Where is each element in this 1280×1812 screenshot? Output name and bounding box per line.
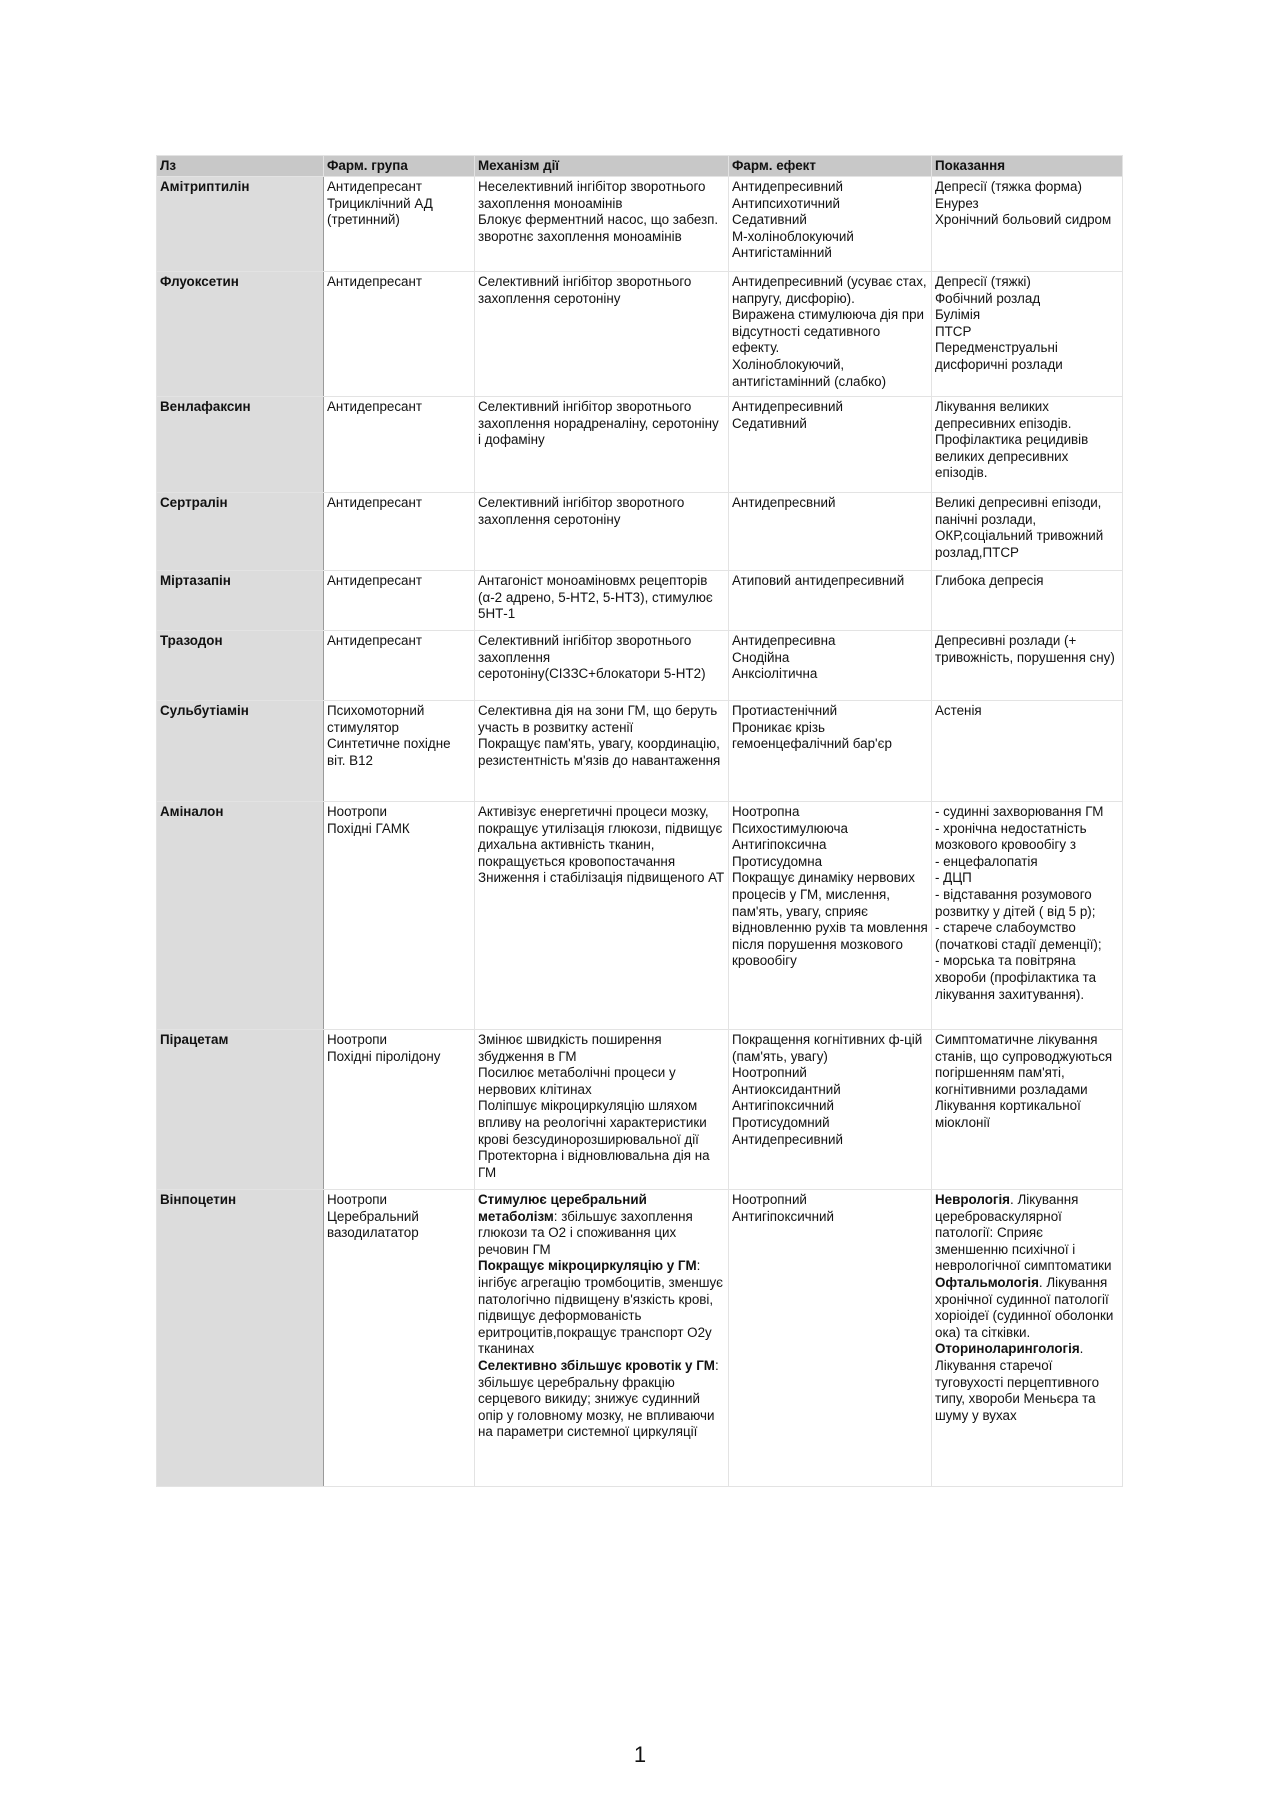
pharm-effect-cell (729, 571, 932, 631)
indication-text: Великі депресивні епізоди, панічні розлади, ОКР,соціальний тривожний розлад,ПТСР (935, 495, 1104, 560)
drug-name: Вінпоцетин (160, 1192, 237, 1207)
pharm-group-line: Синтетичне похідне віт. В12 (327, 736, 451, 768)
pharm-effect-line: Антидепресивний (732, 179, 843, 194)
table-row (157, 397, 1123, 493)
indication-text: Лікування кортикальної міоклонії (935, 1098, 1081, 1130)
indication-line (935, 573, 1119, 590)
indication-line (935, 1192, 1119, 1275)
mechanism-line (478, 179, 725, 212)
indications-cell (932, 1190, 1123, 1487)
header-drug: Лз (157, 156, 324, 177)
table-row (157, 272, 1123, 397)
drug-name: Амітриптилін (160, 179, 250, 194)
indication-line (935, 1098, 1119, 1131)
pharm-group-cell (324, 493, 475, 571)
indication-text: . Лікування хронічної судинної патології хоріоідеї (судинної оболонки ока) та сітківки. (935, 1274, 1114, 1340)
indication-text: - морська та повітряна хвороби (профілактика та лікування захитування). (935, 953, 1097, 1002)
indication-bold-text: Неврологія (935, 1192, 1010, 1207)
indication-text: ПТСР (935, 323, 972, 339)
indication-text: - відставання розумового розвитку у дітей ( від 5 р); (935, 886, 1096, 919)
mechanism-line (478, 212, 725, 245)
mechanism-text: Неселективний інгібітор зворотнього захоплення моноамінів (478, 179, 706, 211)
mechanism-line (478, 1065, 725, 1098)
indication-line (935, 291, 1119, 308)
pharm-effect-cell (729, 631, 932, 701)
pharm-effect-line: Антигіпоксичний (732, 1208, 835, 1224)
mechanism-text: Блокує ферментний насос, що забезп. зворотнє захоплення моноамінів (478, 212, 719, 244)
indication-text: - ДЦП (935, 870, 972, 886)
mechanism-text: : збільшує церебральну фракцію серцевого викиду; знижує судинний опір у головному мозку, не впливаючи на параметри системної циркуляції (478, 1357, 719, 1440)
indication-line (935, 307, 1119, 324)
pharm-effect-line: Психостимулююча (732, 820, 848, 836)
table-row (157, 701, 1123, 802)
pharm-group-cell (324, 272, 475, 397)
indication-line (935, 854, 1119, 871)
indication-line (935, 633, 1119, 666)
mechanism-line (478, 399, 725, 449)
pharm-effect-cell (729, 272, 932, 397)
indication-line (935, 495, 1119, 561)
pharm-group-cell (324, 701, 475, 802)
mechanism-line (478, 1032, 725, 1065)
mechanism-cell (475, 802, 729, 1030)
mechanism-line (478, 703, 725, 736)
mechanism-text: Селективний інгібітор зворотнього захоплення серотоніну (478, 274, 692, 306)
indications-cell (932, 272, 1123, 397)
pharm-group-line: Ноотропи (327, 1032, 388, 1047)
pharm-group-line: Антидепресант (327, 573, 423, 588)
drug-table-container (156, 155, 1122, 1487)
indication-line (935, 821, 1119, 854)
drug-name: Сульбутіамін (160, 703, 249, 718)
pharm-group-cell (324, 802, 475, 1030)
mechanism-cell (475, 493, 729, 571)
indication-line (935, 703, 1119, 720)
drug-name-cell (157, 1030, 324, 1190)
mechanism-text: Активізує енергетичні процеси мозку, покращує утилізація глюкози, підвищує дихальна активність тканин, покращується кровопостачання (478, 804, 723, 869)
pharm-effect-line: Покращує динаміку нервових процесів у ГМ, мислення, пам'ять, увагу, сприяє відновленню рухів та мовлення після порушення мозкового кровообігу (732, 870, 928, 969)
pharm-group-cell (324, 177, 475, 272)
header-mechanism: Механізм дії (475, 156, 729, 177)
drug-name-cell (157, 631, 324, 701)
drug-name-cell (157, 397, 324, 493)
pharm-group-line: Антидепресант (327, 633, 423, 648)
pharm-effect-line: Анксіолітична (732, 666, 818, 682)
pharm-group-cell (324, 1030, 475, 1190)
indication-text: Фобічний розлад (935, 290, 1041, 306)
mechanism-text: Зниження і стабілізація підвищеного АТ (478, 870, 725, 886)
pharm-group-line: Антидепресант (327, 274, 423, 289)
pharm-group-line: Ноотропи (327, 804, 388, 819)
indications-cell (932, 701, 1123, 802)
mechanism-line (478, 633, 725, 683)
indication-bold-text: Оториноларингологія (935, 1341, 1080, 1357)
pharm-group-line: Антидепресант (327, 399, 423, 414)
indication-text: Лікування великих депресивних епізодів. Профілактика рецидивів великих депресивних епізодів. (935, 399, 1089, 481)
indication-line (935, 340, 1119, 373)
drug-name: Венлафаксин (160, 399, 251, 414)
table-row (157, 631, 1123, 701)
mechanism-text: Селективна дія на зони ГМ, що беруть участь в розвитку астенії (478, 703, 718, 735)
mechanism-cell (475, 1030, 729, 1190)
table-row (157, 1030, 1123, 1190)
table-row (157, 571, 1123, 631)
pharm-effect-cell (729, 701, 932, 802)
indication-line (935, 887, 1119, 920)
pharm-effect-line: Антигіпоксична (732, 837, 827, 853)
table-row (157, 802, 1123, 1030)
indication-line (935, 1032, 1119, 1098)
indication-text: . Лікування цереброваскулярної патології: Сприяє зменшенню психічної і неврологічної симптоматики (935, 1192, 1112, 1274)
mechanism-text: Протекторна і відновлювальна дія на ГМ (478, 1148, 710, 1180)
indication-text: Депресії (тяжкі) (935, 274, 1031, 289)
mechanism-bold-text: Покращує мікроциркуляцію у ГМ (478, 1258, 697, 1274)
mechanism-line (478, 736, 725, 769)
pharm-effect-line: Антидепресивний (732, 399, 843, 414)
mechanism-line (478, 495, 725, 528)
pharm-effect-cell (729, 1190, 932, 1487)
pharm-effect-line: Ноотропний (732, 1065, 807, 1081)
pharm-group-line: Психомоторний стимулятор (327, 703, 425, 735)
mechanism-text: : інгібує агрегацію тромбоцитів, зменшує патологічно підвищену в'язкість крові, підвищує деформованість еритроцитів,покращує транспорт О2у тканинах (478, 1258, 723, 1357)
page-number: 1 (633, 1742, 647, 1767)
pharm-effect-line: Ноотропна (732, 804, 800, 819)
pharm-effect-line: Атиповий антидепресивний (732, 573, 905, 588)
indications-cell (932, 493, 1123, 571)
pharm-group-line: Похідні піролідону (327, 1048, 441, 1064)
indication-line (935, 920, 1119, 953)
pharm-effect-line: Протиастенічний (732, 703, 838, 718)
drug-name-cell (157, 177, 324, 272)
mechanism-text: Посилює метаболічні процеси у нервових клітинах (478, 1065, 676, 1097)
drug-name-cell (157, 493, 324, 571)
drug-table (156, 155, 1123, 1487)
drug-name: Пірацетам (160, 1032, 229, 1047)
pharm-effect-line: Антидепресивна (732, 633, 836, 648)
pharm-group-line: Ноотропи (327, 1192, 388, 1207)
pharm-effect-line: Снодійна (732, 649, 790, 665)
mechanism-line (478, 1358, 725, 1441)
table-row (157, 1190, 1123, 1487)
mechanism-cell (475, 1190, 729, 1487)
pharm-effect-line: Проникає крізь гемоенцефалічний бар'єр (732, 719, 892, 752)
pharm-group-cell (324, 571, 475, 631)
pharm-effect-cell (729, 177, 932, 272)
indication-text: Депресії (тяжка форма) (935, 179, 1082, 194)
header-pharm-group: Фарм. група (324, 156, 475, 177)
pharm-effect-line: Седативний (732, 415, 807, 431)
indications-cell (932, 177, 1123, 272)
mechanism-line (478, 870, 725, 887)
header-pharm-effect: Фарм. ефект (729, 156, 932, 177)
drug-name-cell (157, 701, 324, 802)
mechanism-line (478, 573, 725, 623)
pharm-effect-line: Антиоксидантний (732, 1081, 841, 1097)
indication-line (935, 196, 1119, 213)
drug-name-cell (157, 272, 324, 397)
mechanism-cell (475, 571, 729, 631)
drug-name-cell (157, 1190, 324, 1487)
indications-cell (932, 397, 1123, 493)
pharm-effect-line: Антигістамінний (732, 245, 832, 261)
pharm-effect-line: Покращення когнітивних ф-цій (пам'ять, увагу) (732, 1032, 923, 1064)
pharm-group-cell (324, 397, 475, 493)
drug-name: Тразодон (160, 633, 223, 648)
indication-text: Глибока депресія (935, 573, 1044, 588)
mechanism-text: : збільшує захоплення глюкози та О2 і споживання цих речовин ГМ (478, 1208, 693, 1257)
indication-line (935, 399, 1119, 482)
indication-line (935, 274, 1119, 291)
indication-line (935, 953, 1119, 1003)
drug-name-cell (157, 571, 324, 631)
indications-cell (932, 1030, 1123, 1190)
pharm-effect-line: Протисудомна (732, 853, 823, 869)
pharm-group-line: Антидепресант (327, 179, 423, 194)
pharm-group-cell (324, 1190, 475, 1487)
indication-line (935, 1341, 1119, 1424)
pharm-group-line: Трициклічний АД (327, 195, 433, 211)
indication-text: - енцефалопатія (935, 853, 1038, 869)
pharm-effect-cell (729, 397, 932, 493)
mechanism-cell (475, 701, 729, 802)
table-row (157, 177, 1123, 272)
mechanism-text: Селективний інгібітор зворотного захоплення серотоніну (478, 495, 685, 527)
drug-name-cell (157, 802, 324, 1030)
indication-text: Астенія (935, 703, 982, 718)
indication-line (935, 870, 1119, 887)
indication-line (935, 1275, 1119, 1341)
mechanism-cell (475, 397, 729, 493)
pharm-effect-cell (729, 802, 932, 1030)
pharm-group-line: (третинний) (327, 212, 400, 228)
mechanism-text: Поліпшує мікроциркуляцію шляхом впливу на реологічні характеристики крові безсудинорозширювальної дії (478, 1098, 707, 1147)
pharm-group-line: Церебральний вазодилататор (327, 1208, 419, 1241)
mechanism-text: Селективний інгібітор зворотнього захоплення серотоніну(СІЗЗС+блокатори 5-НТ2) (478, 633, 706, 682)
mechanism-line (478, 274, 725, 307)
indication-text: - хронічна недостатність мозкового кровообігу з (935, 820, 1087, 853)
pharm-effect-line: Антипсихотичний (732, 195, 841, 211)
pharm-effect-line: Седативний (732, 212, 807, 228)
indication-line (935, 324, 1119, 341)
indication-text: Булімія (935, 307, 981, 323)
pharm-effect-line: Протисудомний (732, 1114, 830, 1130)
drug-name: Сертралін (160, 495, 228, 510)
pharm-group-line: Антидепресант (327, 495, 423, 510)
pharm-effect-line: Антигіпоксичний (732, 1098, 835, 1114)
mechanism-cell (475, 631, 729, 701)
mechanism-cell (475, 177, 729, 272)
mechanism-line (478, 804, 725, 870)
mechanism-text: Антагоніст моноаміновмх рецепторів (α-2 адрено, 5-НТ2, 5-НТ3), стимулює 5НТ-1 (478, 573, 713, 622)
indication-text: Енурез (935, 195, 979, 211)
table-header-row (157, 156, 1123, 177)
mechanism-line (478, 1192, 725, 1258)
indication-text: - судинні захворювання ГМ (935, 804, 1104, 819)
table-body (157, 177, 1123, 1487)
indication-text: - старече слабоумство (початкові стадії деменції); (935, 920, 1102, 952)
table-row (157, 493, 1123, 571)
pharm-effect-line: Антидепресивний (732, 1131, 843, 1147)
pharm-group-cell (324, 631, 475, 701)
drug-name: Флуоксетин (160, 274, 239, 289)
mechanism-bold-text: Стимулює церебральний метаболізм (478, 1192, 647, 1224)
mechanism-line (478, 1098, 725, 1148)
indications-cell (932, 802, 1123, 1030)
indication-bold-text: Офтальмологія (935, 1274, 1039, 1290)
pharm-effect-line: Антидепресвний (732, 495, 836, 510)
pharm-effect-cell (729, 1030, 932, 1190)
drug-name: Міртазапін (160, 573, 231, 588)
pharm-effect-line: Виражена стимулююча дія при відсутності седативного ефекту. (732, 307, 925, 356)
pharm-effect-line: Антидепресивний (усуває стах, напругу, дисфорію). (732, 274, 927, 306)
indication-text: . Лікування старечої туговухості перцептивного типу, хвороби Меньєра та шуму у вухах (935, 1341, 1100, 1423)
indication-text: Симптоматичне лікування станів, що супроводжуються погіршенням пам'яті, когнітивними розладами (935, 1032, 1113, 1097)
mechanism-line (478, 1148, 725, 1181)
indication-text: Депресивні розлади (+ тривожність, порушення сну) (935, 633, 1115, 665)
header-indications: Показання (932, 156, 1123, 177)
pharm-group-line: Похідні ГАМК (327, 820, 410, 836)
indications-cell (932, 571, 1123, 631)
mechanism-text: Селективний інгібітор зворотнього захоплення норадреналіну, серотоніну і дофаміну (478, 399, 719, 448)
indication-text: Передменструальні дисфоричні розлади (935, 340, 1063, 372)
mechanism-cell (475, 272, 729, 397)
mechanism-text: Змінює швидкість поширення збудження в ГМ (478, 1032, 662, 1064)
indication-line (935, 212, 1119, 229)
mechanism-line (478, 1258, 725, 1358)
pharm-effect-cell (729, 493, 932, 571)
pharm-effect-line: М-холіноблокуючий (732, 228, 854, 244)
indications-cell (932, 631, 1123, 701)
pharm-effect-line: Холіноблокуючий, антигістамінний (слабко) (732, 356, 887, 389)
drug-name: Аміналон (160, 804, 224, 819)
pharm-effect-line: Ноотропний (732, 1192, 807, 1207)
mechanism-bold-text: Селективно збільшує кровотік у ГМ (478, 1357, 715, 1373)
indication-line (935, 804, 1119, 821)
indication-text: Хронічний больовий сидром (935, 212, 1112, 228)
indication-line (935, 179, 1119, 196)
mechanism-text: Покращує пам'ять, увагу, координацію, резистентність м'язів до навантаження (478, 736, 721, 768)
